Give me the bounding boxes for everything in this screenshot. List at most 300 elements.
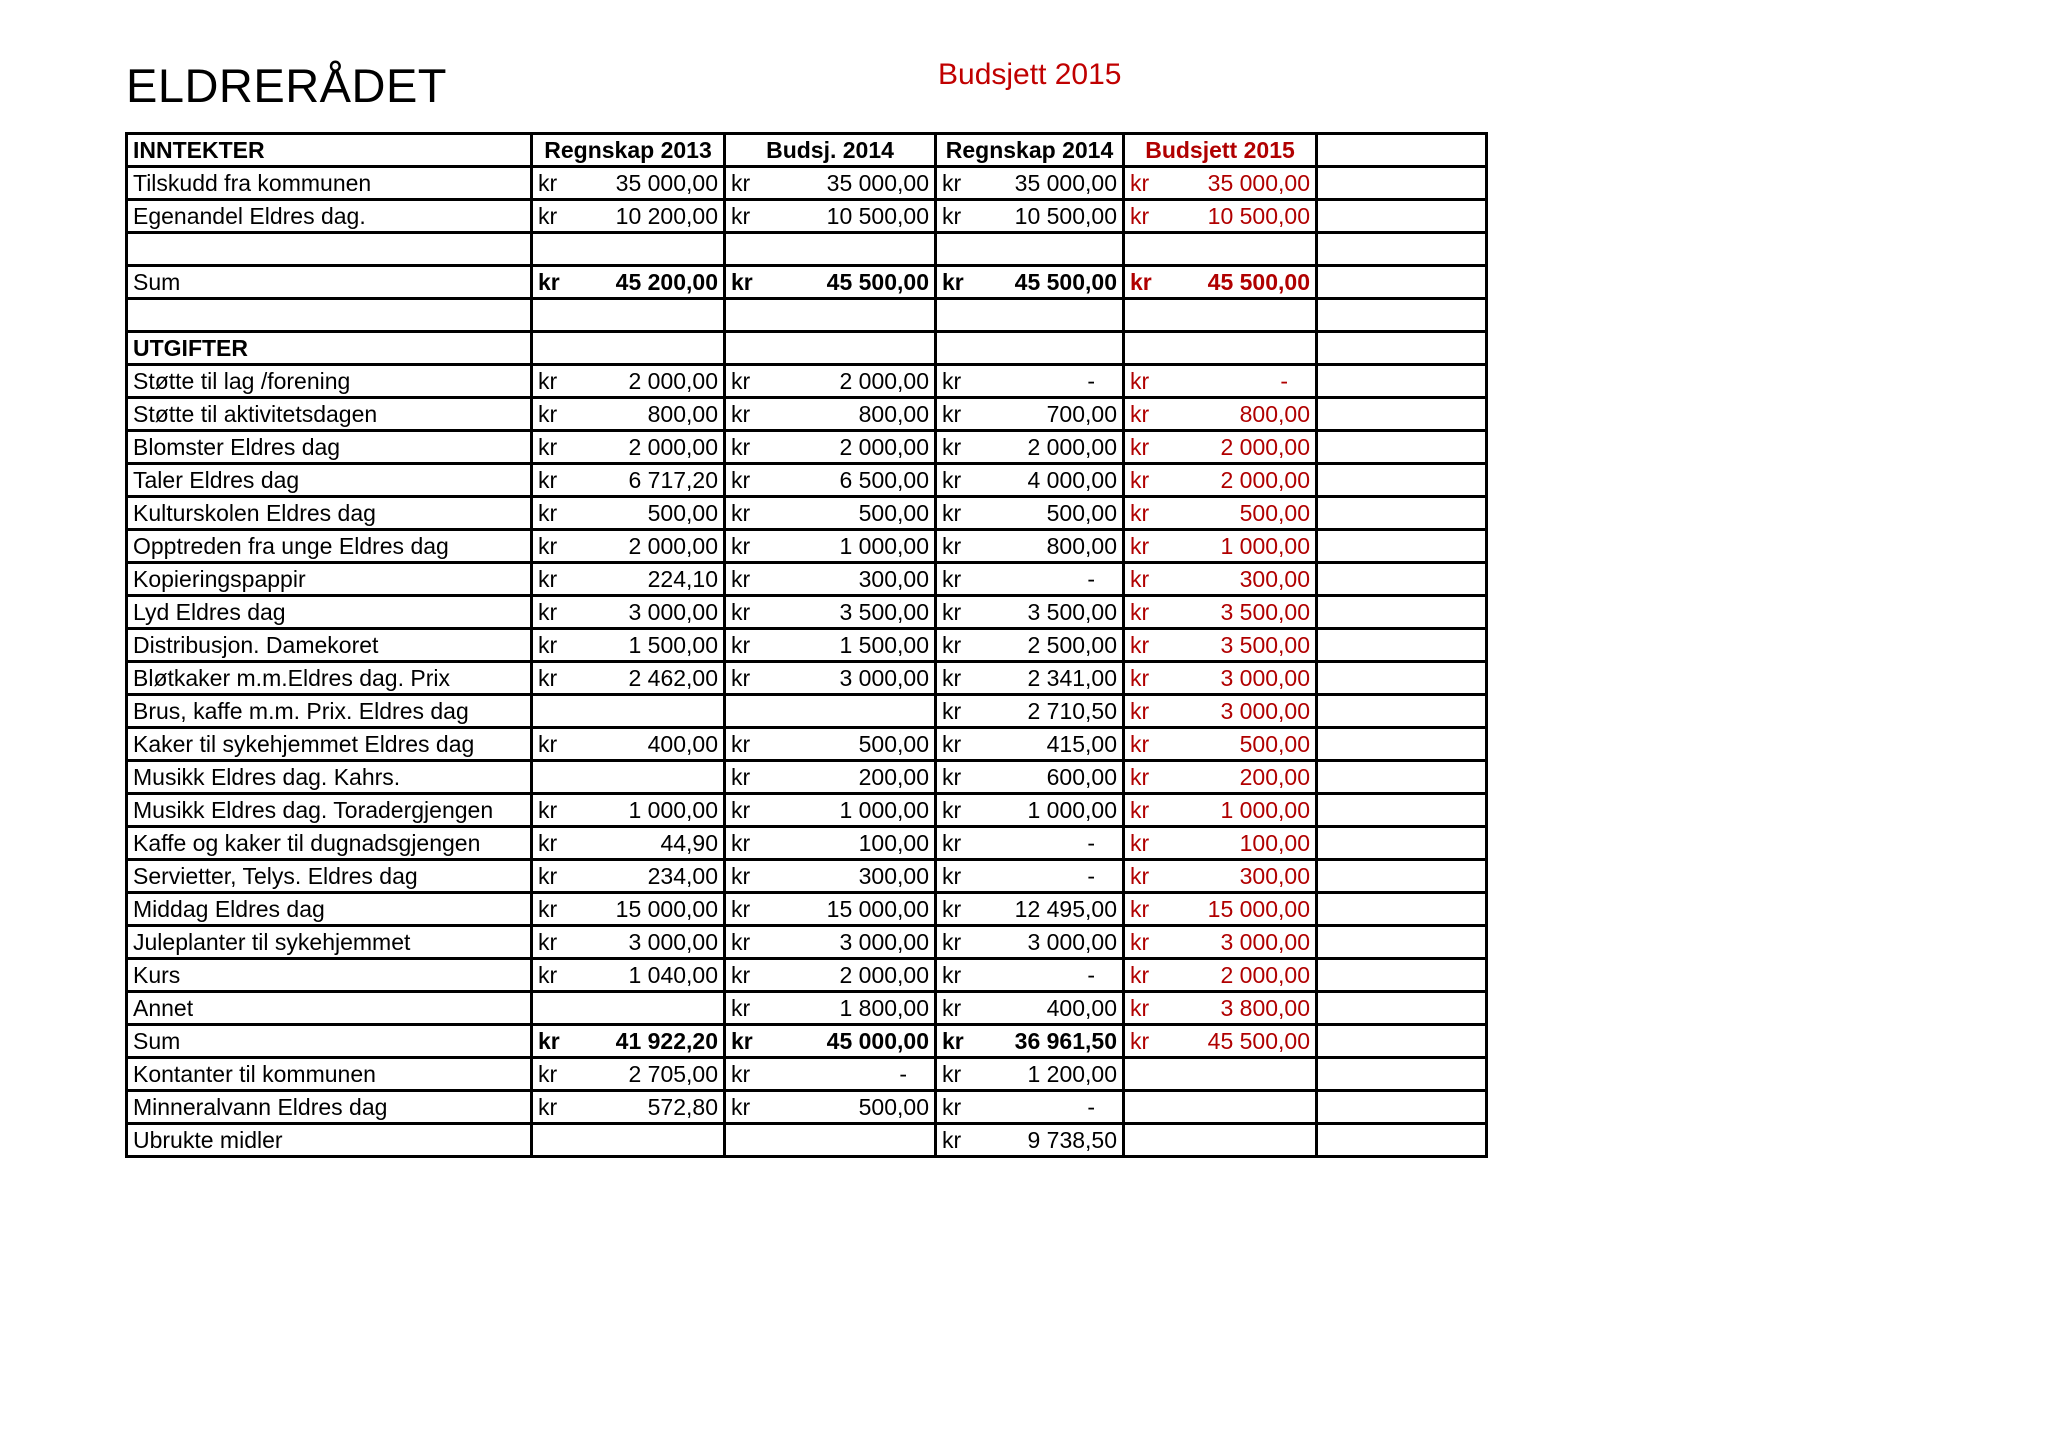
currency-label: kr: [942, 961, 962, 988]
amount-cell: [936, 662, 1124, 695]
amount-cell: [725, 1091, 936, 1124]
empty-cell: [1317, 134, 1487, 167]
currency-label: kr: [538, 730, 558, 757]
amount-cell: [725, 926, 936, 959]
empty-cell: [532, 299, 725, 332]
empty-cell: [1317, 332, 1487, 365]
row-label: Juleplanter til sykehjemmet: [127, 926, 532, 959]
currency-label: kr: [731, 565, 751, 592]
currency-label: kr: [942, 928, 962, 955]
currency-label: kr: [538, 565, 558, 592]
amount-value: 2 000,00: [839, 367, 929, 394]
currency-label: kr: [1130, 532, 1150, 559]
amount-value: 4 000,00: [1027, 466, 1117, 493]
amount-value: 1 500,00: [839, 631, 929, 658]
currency-label: kr: [942, 532, 962, 559]
amount-value: 600,00: [1046, 763, 1117, 790]
amount-cell: [725, 1025, 936, 1058]
empty-cell: [1124, 1058, 1317, 1091]
amount-value: 3 500,00: [1220, 631, 1310, 658]
currency-label: kr: [1130, 169, 1150, 196]
row-label: Kulturskolen Eldres dag: [127, 497, 532, 530]
empty-cell: [1317, 827, 1487, 860]
amount-cell: [1124, 827, 1317, 860]
amount-value: 1 000,00: [839, 796, 929, 823]
currency-label: kr: [538, 532, 558, 559]
table-row: [127, 629, 1487, 662]
empty-cell: [1317, 563, 1487, 596]
row-label: Bløtkaker m.m.Eldres dag. Prix: [127, 662, 532, 695]
table-row: [127, 959, 1487, 992]
row-label: Tilskudd fra kommunen: [127, 167, 532, 200]
empty-cell: [725, 299, 936, 332]
empty-cell: [532, 233, 725, 266]
currency-label: kr: [731, 763, 751, 790]
amount-value: 35 000,00: [615, 169, 718, 196]
sum-row: [127, 266, 1487, 299]
currency-label: kr: [538, 796, 558, 823]
empty-cell: [1124, 299, 1317, 332]
currency-label: kr: [731, 532, 751, 559]
amount-cell: [725, 959, 936, 992]
currency-label: kr: [538, 499, 558, 526]
amount-cell: [936, 1091, 1124, 1124]
amount-cell: [532, 530, 725, 563]
empty-cell: [1317, 233, 1487, 266]
currency-label: kr: [731, 994, 751, 1021]
amount-value: 3 500,00: [1220, 598, 1310, 625]
currency-label: kr: [1130, 202, 1150, 229]
amount-cell: [936, 266, 1124, 299]
amount-cell: [1124, 860, 1317, 893]
amount-value: 12 495,00: [1014, 895, 1117, 922]
amount-value: 10 500,00: [1014, 202, 1117, 229]
currency-label: kr: [731, 862, 751, 889]
currency-label: kr: [942, 763, 962, 790]
amount-cell: [936, 794, 1124, 827]
amount-value: 234,00: [647, 862, 718, 889]
empty-cell: [725, 332, 936, 365]
row-label: Kontanter til kommunen: [127, 1058, 532, 1091]
table-row: [127, 926, 1487, 959]
amount-cell: [725, 662, 936, 695]
row-label: Annet: [127, 992, 532, 1025]
currency-label: kr: [731, 367, 751, 394]
amount-value: 500,00: [1239, 499, 1310, 526]
amount-value: 6 500,00: [839, 466, 929, 493]
table-header-row: [127, 134, 1487, 167]
row-label: Taler Eldres dag: [127, 464, 532, 497]
currency-label: kr: [731, 1060, 751, 1087]
amount-value: 36 961,50: [1014, 1027, 1117, 1054]
currency-label: kr: [731, 169, 751, 196]
amount-cell: [532, 464, 725, 497]
currency-label: kr: [1130, 466, 1150, 493]
amount-value: 1 200,00: [1027, 1060, 1117, 1087]
row-label: INNTEKTER: [127, 134, 532, 167]
table-row: [127, 167, 1487, 200]
empty-cell: [936, 233, 1124, 266]
row-label: Musikk Eldres dag. Kahrs.: [127, 761, 532, 794]
amount-value: 35 000,00: [1014, 169, 1117, 196]
amount-cell: [725, 827, 936, 860]
amount-value: 3 000,00: [839, 928, 929, 955]
amount-cell: [725, 563, 936, 596]
currency-label: kr: [538, 433, 558, 460]
currency-label: kr: [538, 664, 558, 691]
currency-label: kr: [538, 202, 558, 229]
amount-cell: [1124, 365, 1317, 398]
blank-row: [127, 299, 1487, 332]
amount-value: 45 500,00: [1207, 1027, 1310, 1054]
row-label: Ubrukte midler: [127, 1124, 532, 1157]
amount-cell: [1124, 959, 1317, 992]
amount-cell: [725, 200, 936, 233]
currency-label: kr: [1130, 763, 1150, 790]
amount-value: 2 000,00: [1220, 961, 1310, 988]
amount-value: 45 500,00: [1014, 268, 1117, 295]
empty-cell: [936, 332, 1124, 365]
amount-value: 500,00: [1046, 499, 1117, 526]
table-row: [127, 365, 1487, 398]
amount-value: 300,00: [858, 565, 929, 592]
amount-value: 3 000,00: [1220, 697, 1310, 724]
empty-cell: [1317, 860, 1487, 893]
empty-cell: [1124, 1091, 1317, 1124]
empty-cell: [1317, 959, 1487, 992]
table-row: [127, 893, 1487, 926]
amount-cell: [936, 497, 1124, 530]
amount-cell: [532, 398, 725, 431]
currency-label: kr: [942, 631, 962, 658]
amount-value: 10 200,00: [615, 202, 718, 229]
amount-cell: [936, 464, 1124, 497]
amount-cell: [936, 167, 1124, 200]
currency-label: kr: [942, 796, 962, 823]
currency-label: kr: [731, 400, 751, 427]
amount-cell: [1124, 926, 1317, 959]
amount-cell: [532, 827, 725, 860]
amount-value: 2 710,50: [1027, 697, 1117, 724]
currency-label: kr: [731, 466, 751, 493]
row-label: Kurs: [127, 959, 532, 992]
amount-cell: [725, 596, 936, 629]
currency-label: kr: [942, 1060, 962, 1087]
amount-value: 35 000,00: [1207, 169, 1310, 196]
currency-label: kr: [538, 367, 558, 394]
table-row: [127, 992, 1487, 1025]
amount-value: 100,00: [1239, 829, 1310, 856]
table-row: [127, 398, 1487, 431]
amount-cell: [725, 893, 936, 926]
amount-value: 9 738,50: [1027, 1126, 1117, 1153]
amount-cell: [725, 167, 936, 200]
currency-label: kr: [731, 829, 751, 856]
amount-cell: [725, 860, 936, 893]
amount-value: 800,00: [858, 400, 929, 427]
amount-value: 3 000,00: [1027, 928, 1117, 955]
currency-label: kr: [942, 169, 962, 196]
amount-value: 3 800,00: [1220, 994, 1310, 1021]
empty-cell: [1317, 530, 1487, 563]
amount-value: 1 800,00: [839, 994, 929, 1021]
amount-value: 400,00: [647, 730, 718, 757]
amount-value: 2 000,00: [628, 367, 718, 394]
amount-value: -: [1280, 367, 1288, 394]
currency-label: kr: [538, 169, 558, 196]
amount-cell: [936, 1058, 1124, 1091]
amount-cell: [532, 629, 725, 662]
amount-value: 15 000,00: [615, 895, 718, 922]
amount-value: 3 500,00: [1027, 598, 1117, 625]
currency-label: kr: [942, 829, 962, 856]
currency-label: kr: [942, 268, 964, 295]
amount-cell: [1124, 992, 1317, 1025]
currency-label: kr: [538, 829, 558, 856]
table-row: [127, 860, 1487, 893]
empty-cell: [1317, 464, 1487, 497]
amount-cell: [725, 728, 936, 761]
amount-value: 1 000,00: [1027, 796, 1117, 823]
amount-cell: [936, 1124, 1124, 1157]
currency-label: kr: [731, 928, 751, 955]
amount-value: 41 922,20: [615, 1027, 718, 1054]
amount-value: 3 500,00: [839, 598, 929, 625]
table-row: [127, 563, 1487, 596]
amount-cell: [1124, 1025, 1317, 1058]
amount-cell: [936, 728, 1124, 761]
amount-cell: [936, 629, 1124, 662]
currency-label: kr: [538, 268, 560, 295]
currency-label: kr: [538, 598, 558, 625]
currency-label: kr: [731, 1027, 753, 1054]
currency-label: kr: [731, 961, 751, 988]
row-label: Musikk Eldres dag. Toradergjengen: [127, 794, 532, 827]
empty-cell: [1124, 233, 1317, 266]
amount-cell: [532, 167, 725, 200]
currency-label: kr: [731, 598, 751, 625]
amount-value: 300,00: [1239, 862, 1310, 889]
amount-value: 224,10: [647, 565, 718, 592]
sum-row: [127, 1025, 1487, 1058]
currency-label: kr: [942, 466, 962, 493]
amount-cell: [725, 365, 936, 398]
currency-label: kr: [538, 928, 558, 955]
amount-cell: [1124, 728, 1317, 761]
amount-cell: [1124, 662, 1317, 695]
table-row: [127, 200, 1487, 233]
table-row: [127, 596, 1487, 629]
amount-value: -: [1087, 1093, 1095, 1120]
amount-value: -: [1087, 862, 1095, 889]
amount-value: 1 000,00: [1220, 796, 1310, 823]
amount-value: 10 500,00: [826, 202, 929, 229]
currency-label: kr: [731, 796, 751, 823]
empty-cell: [1317, 200, 1487, 233]
amount-value: 45 500,00: [826, 268, 929, 295]
empty-cell: [1317, 662, 1487, 695]
empty-cell: [1317, 794, 1487, 827]
budget-table: [125, 132, 1488, 1158]
currency-label: kr: [942, 1126, 962, 1153]
row-label: Støtte til lag /forening: [127, 365, 532, 398]
amount-cell: [532, 497, 725, 530]
amount-value: 2 000,00: [839, 961, 929, 988]
row-label: Kaffe og kaker til dugnadsgjengen: [127, 827, 532, 860]
amount-value: 3 000,00: [1220, 928, 1310, 955]
empty-cell: [1317, 629, 1487, 662]
table-row: [127, 662, 1487, 695]
currency-label: kr: [1130, 862, 1150, 889]
currency-label: kr: [1130, 928, 1150, 955]
amount-value: 1 000,00: [1220, 532, 1310, 559]
amount-cell: [725, 992, 936, 1025]
amount-value: 2 000,00: [839, 433, 929, 460]
amount-cell: [532, 266, 725, 299]
row-label: [127, 233, 532, 266]
row-label: Distribusjon. Damekoret: [127, 629, 532, 662]
currency-label: kr: [1130, 664, 1150, 691]
amount-cell: [936, 398, 1124, 431]
amount-cell: [532, 959, 725, 992]
amount-cell: [532, 860, 725, 893]
currency-label: kr: [942, 400, 962, 427]
currency-label: kr: [731, 433, 751, 460]
currency-label: kr: [1130, 499, 1150, 526]
row-label: Opptreden fra unge Eldres dag: [127, 530, 532, 563]
amount-value: 1 000,00: [839, 532, 929, 559]
empty-cell: [1317, 695, 1487, 728]
empty-cell: [1317, 299, 1487, 332]
blank-row: [127, 233, 1487, 266]
amount-cell: [725, 464, 936, 497]
empty-cell: [1317, 167, 1487, 200]
empty-cell: [1124, 332, 1317, 365]
amount-cell: [532, 1091, 725, 1124]
amount-cell: [532, 563, 725, 596]
amount-value: -: [899, 1060, 907, 1087]
empty-cell: [1317, 497, 1487, 530]
row-label: Lyd Eldres dag: [127, 596, 532, 629]
amount-cell: [1124, 200, 1317, 233]
row-label: Servietter, Telys. Eldres dag: [127, 860, 532, 893]
row-label: Kopieringspappir: [127, 563, 532, 596]
amount-value: 6 717,20: [628, 466, 718, 493]
amount-cell: [936, 365, 1124, 398]
currency-label: kr: [538, 895, 558, 922]
currency-label: kr: [731, 268, 753, 295]
amount-value: 200,00: [1239, 763, 1310, 790]
empty-cell: [1317, 431, 1487, 464]
amount-value: 100,00: [858, 829, 929, 856]
row-label: Støtte til aktivitetsdagen: [127, 398, 532, 431]
table-row: [127, 695, 1487, 728]
amount-cell: [1124, 794, 1317, 827]
currency-label: kr: [942, 730, 962, 757]
currency-label: kr: [1130, 895, 1150, 922]
row-label: [127, 299, 532, 332]
currency-label: kr: [942, 367, 962, 394]
table-row: [127, 497, 1487, 530]
amount-cell: [1124, 464, 1317, 497]
amount-cell: [936, 761, 1124, 794]
amount-cell: [725, 1058, 936, 1091]
currency-label: kr: [942, 1093, 962, 1120]
amount-cell: [936, 1025, 1124, 1058]
amount-cell: [532, 893, 725, 926]
amount-value: 2 341,00: [1027, 664, 1117, 691]
currency-label: kr: [1130, 268, 1152, 295]
currency-label: kr: [1130, 565, 1150, 592]
amount-value: 415,00: [1046, 730, 1117, 757]
empty-cell: [532, 992, 725, 1025]
amount-value: 35 000,00: [826, 169, 929, 196]
table-row: [127, 1058, 1487, 1091]
currency-label: kr: [942, 565, 962, 592]
table-row: [127, 1091, 1487, 1124]
amount-value: 500,00: [858, 730, 929, 757]
amount-cell: [532, 596, 725, 629]
amount-cell: [936, 596, 1124, 629]
currency-label: kr: [942, 862, 962, 889]
table-row: [127, 794, 1487, 827]
empty-cell: [532, 695, 725, 728]
row-label: UTGIFTER: [127, 332, 532, 365]
amount-cell: [936, 695, 1124, 728]
amount-cell: [936, 893, 1124, 926]
row-label: Brus, kaffe m.m. Prix. Eldres dag: [127, 695, 532, 728]
amount-value: 500,00: [858, 1093, 929, 1120]
amount-cell: [936, 530, 1124, 563]
amount-cell: [1124, 266, 1317, 299]
amount-cell: [532, 431, 725, 464]
empty-cell: [1317, 1091, 1487, 1124]
empty-cell: [1317, 266, 1487, 299]
currency-label: kr: [1130, 1027, 1150, 1054]
amount-cell: [1124, 398, 1317, 431]
currency-label: kr: [942, 1027, 964, 1054]
amount-cell: [1124, 596, 1317, 629]
amount-cell: [725, 266, 936, 299]
amount-cell: [725, 761, 936, 794]
amount-cell: [1124, 563, 1317, 596]
amount-value: -: [1087, 829, 1095, 856]
amount-cell: [936, 959, 1124, 992]
amount-cell: [1124, 530, 1317, 563]
amount-cell: [1124, 167, 1317, 200]
page-title: ELDRERÅDET: [126, 59, 448, 112]
row-label: Egenandel Eldres dag.: [127, 200, 532, 233]
amount-value: 1 040,00: [628, 961, 718, 988]
amount-value: 15 000,00: [826, 895, 929, 922]
amount-cell: [532, 1025, 725, 1058]
amount-value: 800,00: [1239, 400, 1310, 427]
amount-cell: [532, 200, 725, 233]
amount-cell: [532, 926, 725, 959]
amount-value: 2 000,00: [1220, 433, 1310, 460]
amount-value: 800,00: [647, 400, 718, 427]
currency-label: kr: [731, 730, 751, 757]
currency-label: kr: [1130, 796, 1150, 823]
currency-label: kr: [942, 499, 962, 526]
amount-cell: [725, 497, 936, 530]
table-row: [127, 464, 1487, 497]
currency-label: kr: [538, 1060, 558, 1087]
amount-cell: [936, 860, 1124, 893]
currency-label: kr: [942, 598, 962, 625]
empty-cell: [1317, 926, 1487, 959]
row-label: Sum: [127, 1025, 532, 1058]
